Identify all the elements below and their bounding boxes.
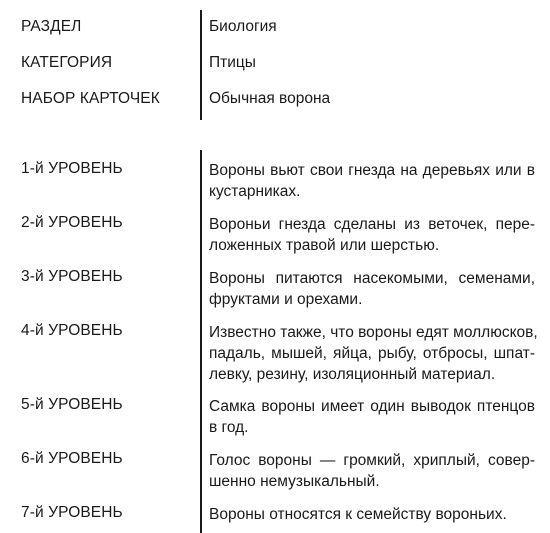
level-text <box>209 450 535 492</box>
level-text <box>209 322 538 385</box>
level-text-line: Голос вороны — громкий, хриплый, совер- <box>209 452 535 469</box>
level-text <box>209 214 535 256</box>
level-text <box>209 160 535 202</box>
header-divider <box>200 10 202 120</box>
level-text-line: падаль, мышей, яйца, рыбу, отбросы, шпат- <box>209 345 535 362</box>
card-set-label: НАБОР КАРТОЧЕК <box>21 90 160 107</box>
level-text-line: в год. <box>209 419 249 436</box>
level-label: 1-й УРОВЕНЬ <box>21 160 123 177</box>
level-text-line: кустарниках. <box>209 183 301 200</box>
level-label: 2-й УРОВЕНЬ <box>21 214 123 231</box>
level-label: 7-й УРОВЕНЬ <box>21 504 123 521</box>
level-text-line: ложенных травой или шерстью. <box>209 237 440 254</box>
level-label: 6-й УРОВЕНЬ <box>21 450 123 467</box>
level-text-line: фруктами и орехами. <box>209 291 363 308</box>
level-text-line: левку, резину, изоляционный материал. <box>209 366 496 383</box>
level-text-line: шенно немузыкальный. <box>209 473 380 490</box>
level-text <box>209 504 535 525</box>
section-value: Биология <box>209 18 277 35</box>
category-label: КАТЕГОРИЯ <box>21 54 113 71</box>
level-text-line: Самка вороны имеет один выводок птенцов <box>209 398 535 415</box>
level-text <box>209 396 535 438</box>
level-text-line: Вороны относятся к семейству вороньих. <box>209 506 507 523</box>
level-text-line: Вороны питаются насекомыми, семенами, <box>209 270 535 287</box>
card-set-value: Обычная ворона <box>209 90 331 107</box>
section-label: РАЗДЕЛ <box>21 18 82 35</box>
category-value: Птицы <box>209 54 256 71</box>
level-label: 5-й УРОВЕНЬ <box>21 396 123 413</box>
levels-divider <box>200 150 202 533</box>
level-text-line: Вороньи гнезда сделаны из веточек, пере- <box>209 216 535 233</box>
level-label: 3-й УРОВЕНЬ <box>21 268 123 285</box>
level-text-line: Известно также, что вороны едят моллюсков, <box>209 324 538 341</box>
level-text-line: Вороны вьют свои гнезда на деревьях или в <box>209 162 535 179</box>
level-label: 4-й УРОВЕНЬ <box>21 322 123 339</box>
level-text <box>209 268 535 310</box>
